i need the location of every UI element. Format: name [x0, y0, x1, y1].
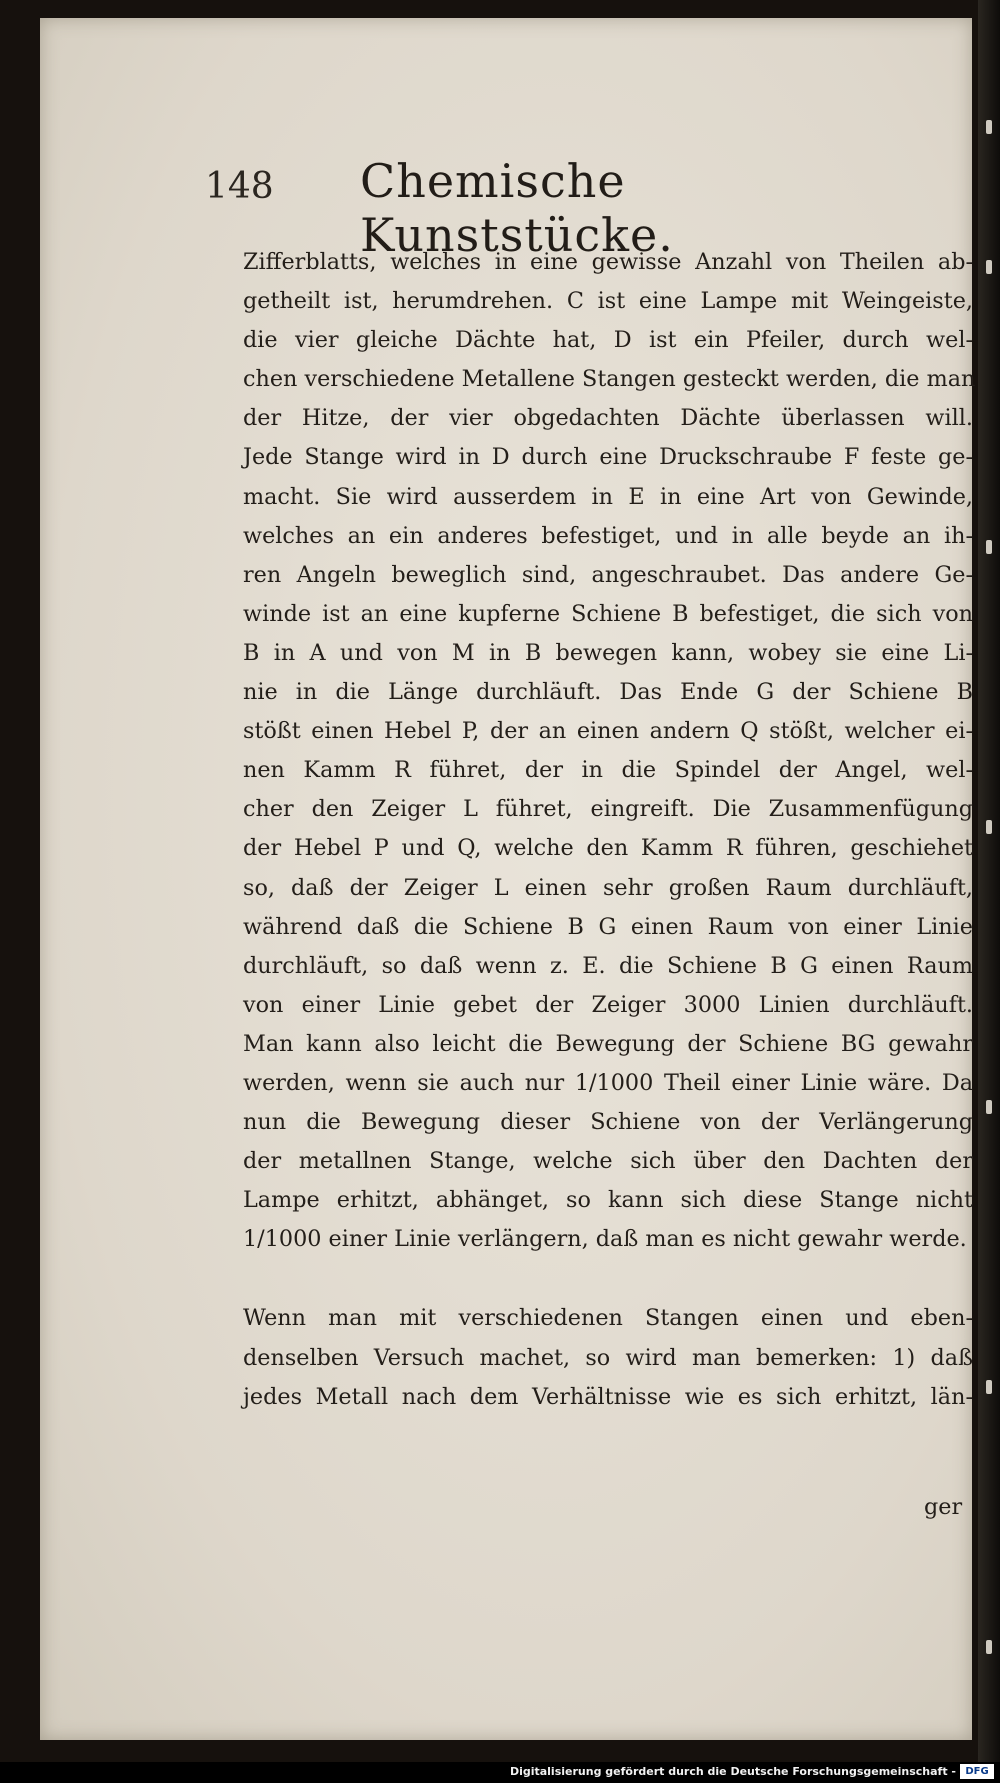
dfg-logo: DFG	[960, 1764, 994, 1779]
text-line: nie in die Länge durchläuft. Das Ende G der Schiene B	[243, 679, 973, 706]
text-line: von einer Linie gebet der Zeiger 3000 Linien durchläuft.	[243, 991, 973, 1018]
text-line: welches an ein anderes befestiget, und in alle beyde an ih-	[243, 522, 973, 549]
text-line: nun die Bewegung dieser Schiene von der Verlängerung	[243, 1109, 973, 1136]
spine-mark	[986, 260, 992, 274]
text-line: die vier gleiche Dächte hat, D ist ein Pfeiler, durch wel-	[243, 327, 973, 354]
text-line: macht. Sie wird ausserdem in E in eine Art von Gewinde,	[243, 483, 973, 510]
digitization-credit: Digitalisierung gefördert durch die Deutsche Forschungsgemeinschaft -	[509, 1765, 956, 1778]
text-line: Lampe erhitzt, abhänget, so kann sich diese Stange nicht	[243, 1187, 973, 1214]
text-line: durchläuft, so daß wenn z. E. die Schiene B G einen Raum	[243, 952, 973, 979]
book-spine	[978, 0, 1000, 1783]
spine-mark	[986, 540, 992, 554]
text-line: der Hebel P und Q, welche den Kamm R führen, geschiehet	[243, 835, 973, 862]
page-header	[205, 146, 825, 262]
text-line: während daß die Schiene B G einen Raum von einer Linie	[243, 913, 973, 940]
text-line: B in A und von M in B bewegen kann, wobey sie eine Li-	[243, 639, 973, 666]
text-line: werden, wenn sie auch nur 1/1000 Theil einer Linie wäre. Da	[243, 1069, 973, 1096]
text-line: 1/1000 einer Linie verlängern, daß man es nicht gewahr werde.	[243, 1226, 967, 1253]
spine-mark	[986, 120, 992, 134]
catchword: ger	[924, 1494, 963, 1520]
text-line: stößt einen Hebel P, der an einen andern Q stößt, welcher ei-	[243, 718, 973, 745]
running-title: Chemische Kunststücke.	[360, 154, 674, 262]
text-line: der metallnen Stange, welche sich über den Dachten der	[243, 1148, 973, 1175]
text-line: Man kann also leicht die Bewegung der Schiene BG gewahr	[243, 1030, 973, 1057]
page-number: 148	[205, 166, 274, 207]
text-line: winde ist an eine kupferne Schiene B befestiget, die sich von	[243, 600, 973, 627]
text-line: Zifferblatts, welches in eine gewisse Anzahl von Theilen ab-	[243, 249, 973, 275]
body-text	[243, 243, 976, 1417]
text-line: chen verschiedene Metallene Stangen gesteckt werden, die man	[243, 366, 976, 393]
spine-mark	[986, 1380, 992, 1394]
text-line: nen Kamm R führet, der in die Spindel der Angel, wel-	[243, 757, 973, 784]
text-line: so, daß der Zeiger L einen sehr großen Raum durchläuft,	[243, 874, 973, 901]
text-line: cher den Zeiger L führet, eingreift. Die Zusammenfügung	[243, 796, 973, 823]
spine-mark	[986, 820, 992, 834]
spine-mark	[986, 1640, 992, 1654]
text-line: ren Angeln beweglich sind, angeschraubet. Das andere Ge-	[243, 561, 973, 588]
spine-mark	[986, 1100, 992, 1114]
text-line: der Hitze, der vier obgedachten Dächte überlassen will.	[243, 405, 973, 432]
text-line: denselben Versuch machet, so wird man bemerken: 1) daß	[243, 1344, 973, 1371]
paragraph-break	[243, 1259, 973, 1299]
text-line: getheilt ist, herumdrehen. C ist eine Lampe mit Weingeiste,	[243, 288, 973, 315]
text-line: Jede Stange wird in D durch eine Druckschraube F feste ge-	[243, 444, 973, 471]
text-line: Wenn man mit verschiedenen Stangen einen und eben-	[243, 1305, 973, 1332]
text-line: jedes Metall nach dem Verhältnisse wie es sich erhitzt, län-	[243, 1383, 973, 1410]
